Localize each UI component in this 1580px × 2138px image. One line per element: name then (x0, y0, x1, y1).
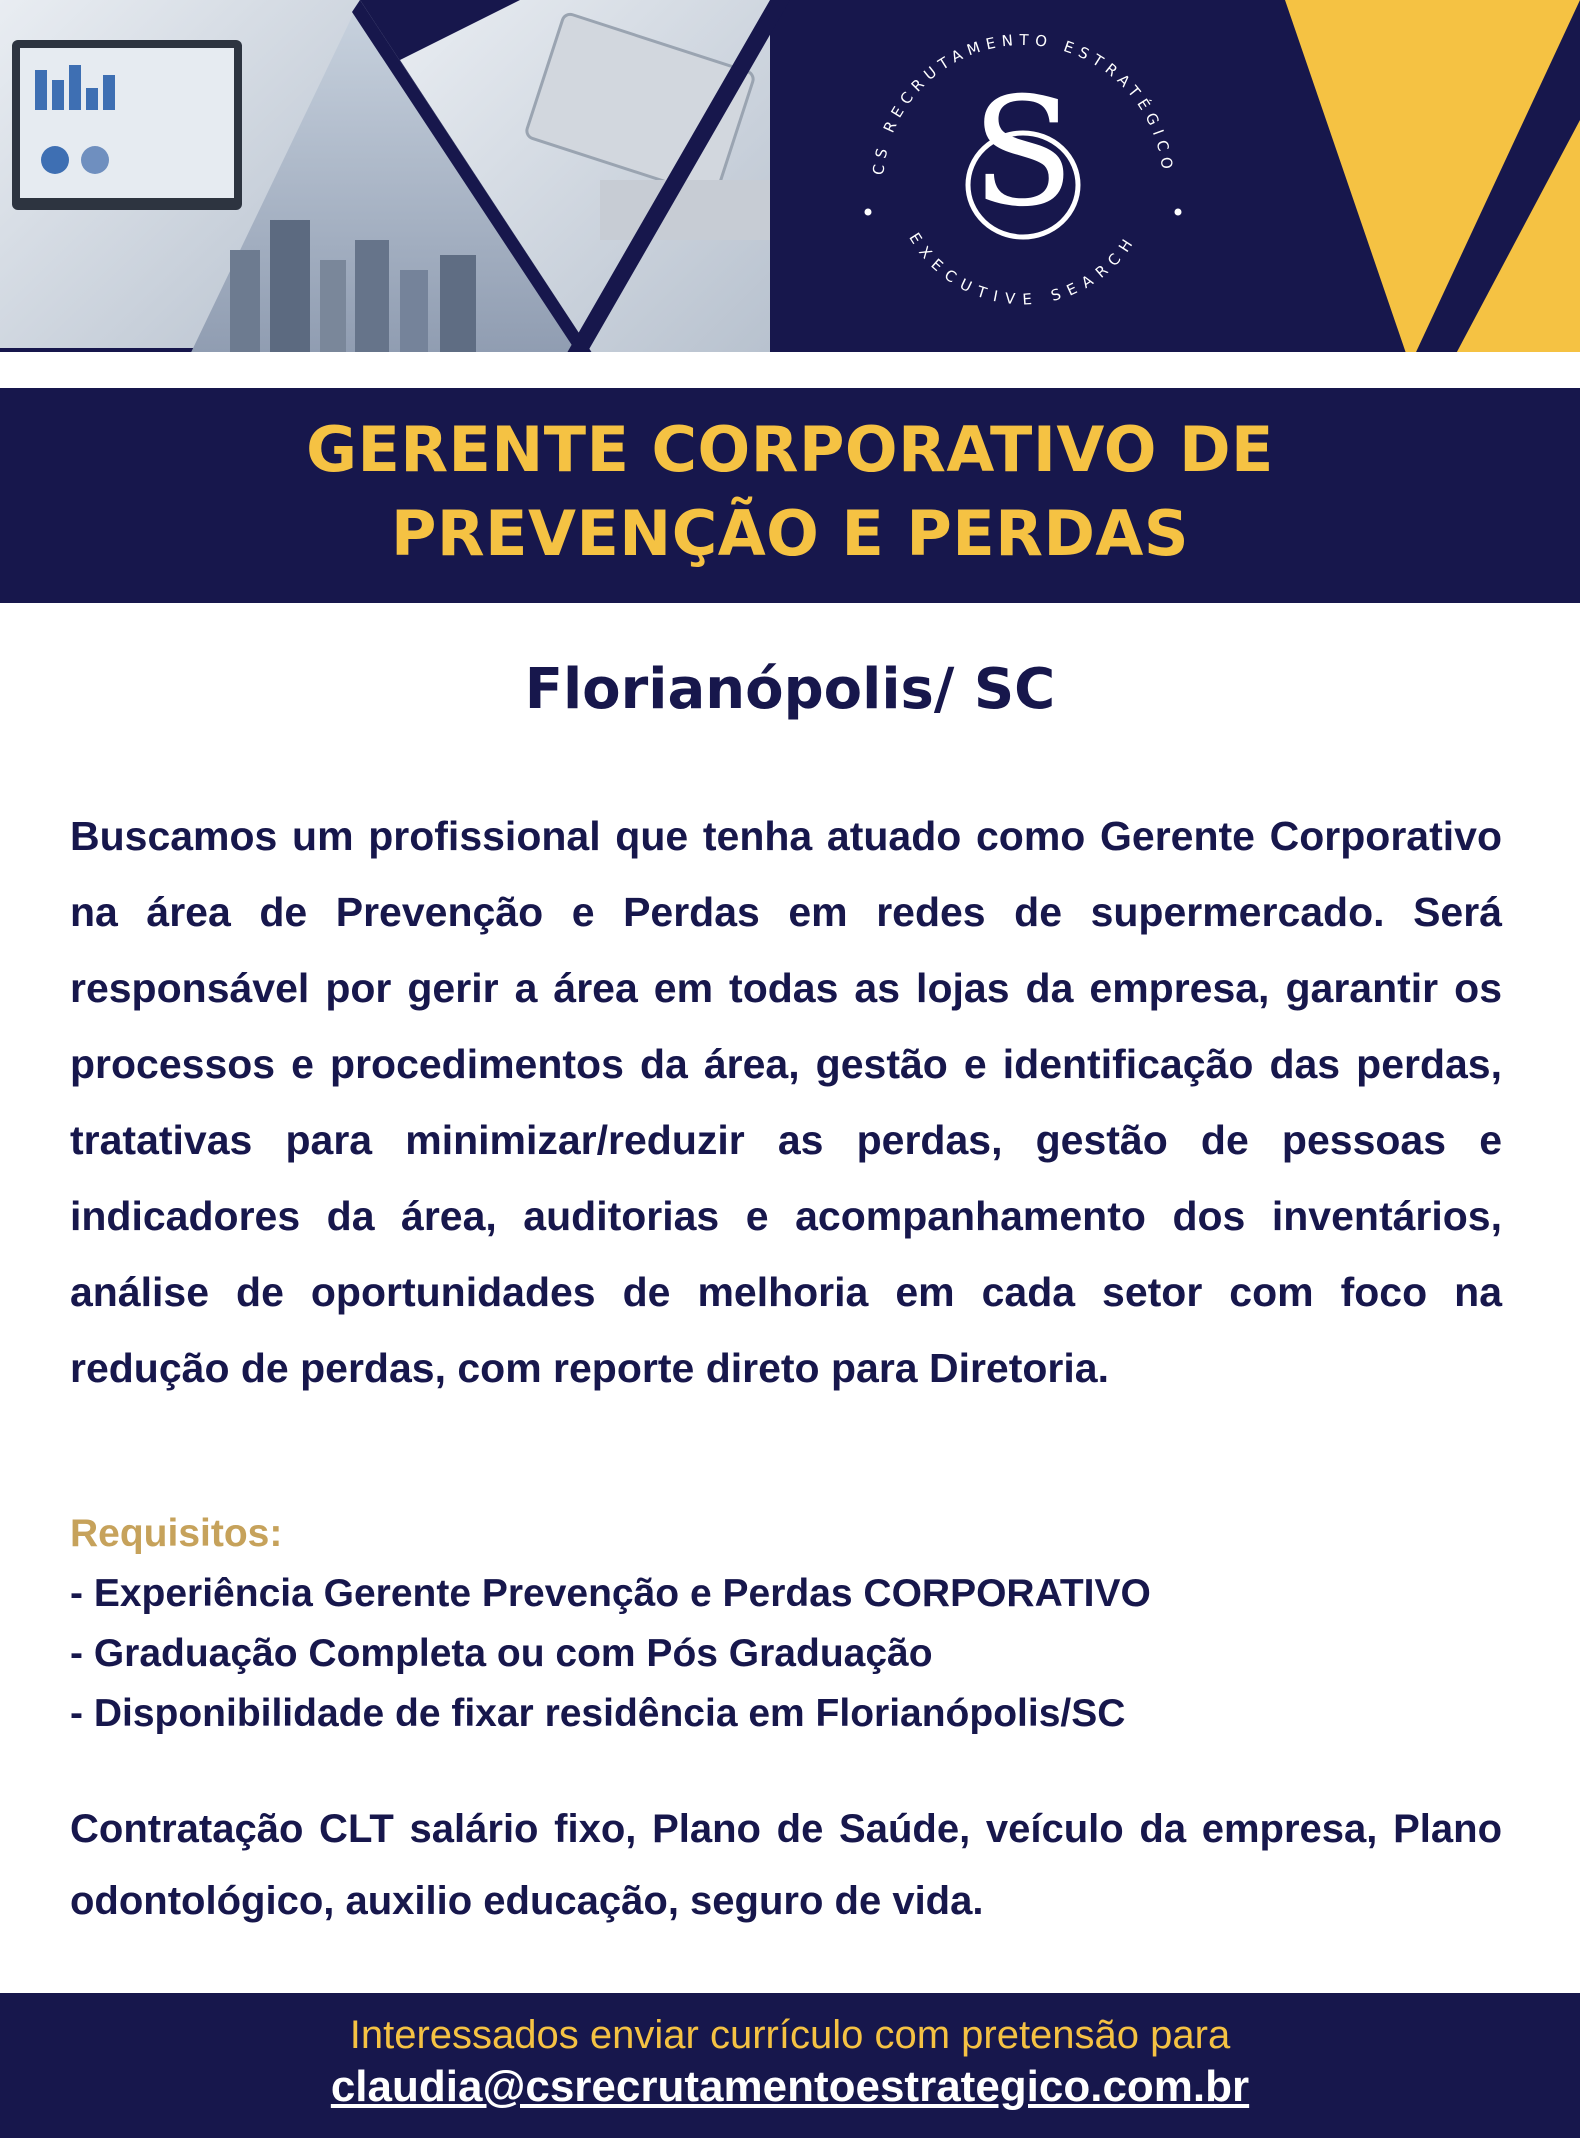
job-title-band (0, 388, 1580, 603)
header-graphics (0, 0, 1580, 365)
benefits-text: Contratação CLT salário fixo, Plano de Saúde, veículo da empresa, Plano odontológico, auxilio educação, seguro de vida. (70, 1807, 1502, 1923)
requirement-item: - Disponibilidade de fixar residência em Florianópolis/SC (70, 1692, 1126, 1735)
job-title-line-1: GERENTE CORPORATIVO DE (306, 413, 1274, 486)
header-banner (0, 0, 1580, 365)
footer-instruction: Interessados enviar currículo com pretensão para (349, 2013, 1231, 2057)
requirements-heading: Requisitos: (70, 1512, 283, 1555)
job-description: Buscamos um profissional que tenha atuado como Gerente Corporativo na área de Prevenção e Perdas em redes de supermercado. Será responsável por gerir a área em todas as lojas da empresa, garantir os processos e procedimentos da área, gestão e identificação das perdas, tratativas para minimizar/reduzir as perdas, gestão de pessoas e indicadores da área, auditorias e acompanhamento dos inventários, análise de oportunidades de melhoria em cada setor com foco na redução de perdas, com reporte direto para Diretoria. (70, 813, 1502, 1391)
footer-contact (0, 1993, 1580, 2138)
logo-ring-bottom-text: EXECUTIVE SEARCH (905, 229, 1141, 309)
job-location: Florianópolis/ SC (524, 657, 1056, 722)
contact-email-link[interactable]: claudia@csrecrutamentoestrategico.com.br (330, 2062, 1250, 2111)
logo-monogram: S (971, 66, 1075, 240)
requirement-item: - Graduação Completa ou com Pós Graduação (70, 1632, 933, 1675)
company-logo (843, 5, 1203, 365)
logo-ring-top-text: CS RECRUTAMENTO ESTRATÉGICO (869, 30, 1177, 176)
requirement-item: - Experiência Gerente Prevenção e Perdas CORPORATIVO (70, 1572, 1151, 1615)
requirements-list (70, 1564, 1502, 1744)
job-title-line-2: PREVENÇÃO E PERDAS (390, 497, 1190, 570)
